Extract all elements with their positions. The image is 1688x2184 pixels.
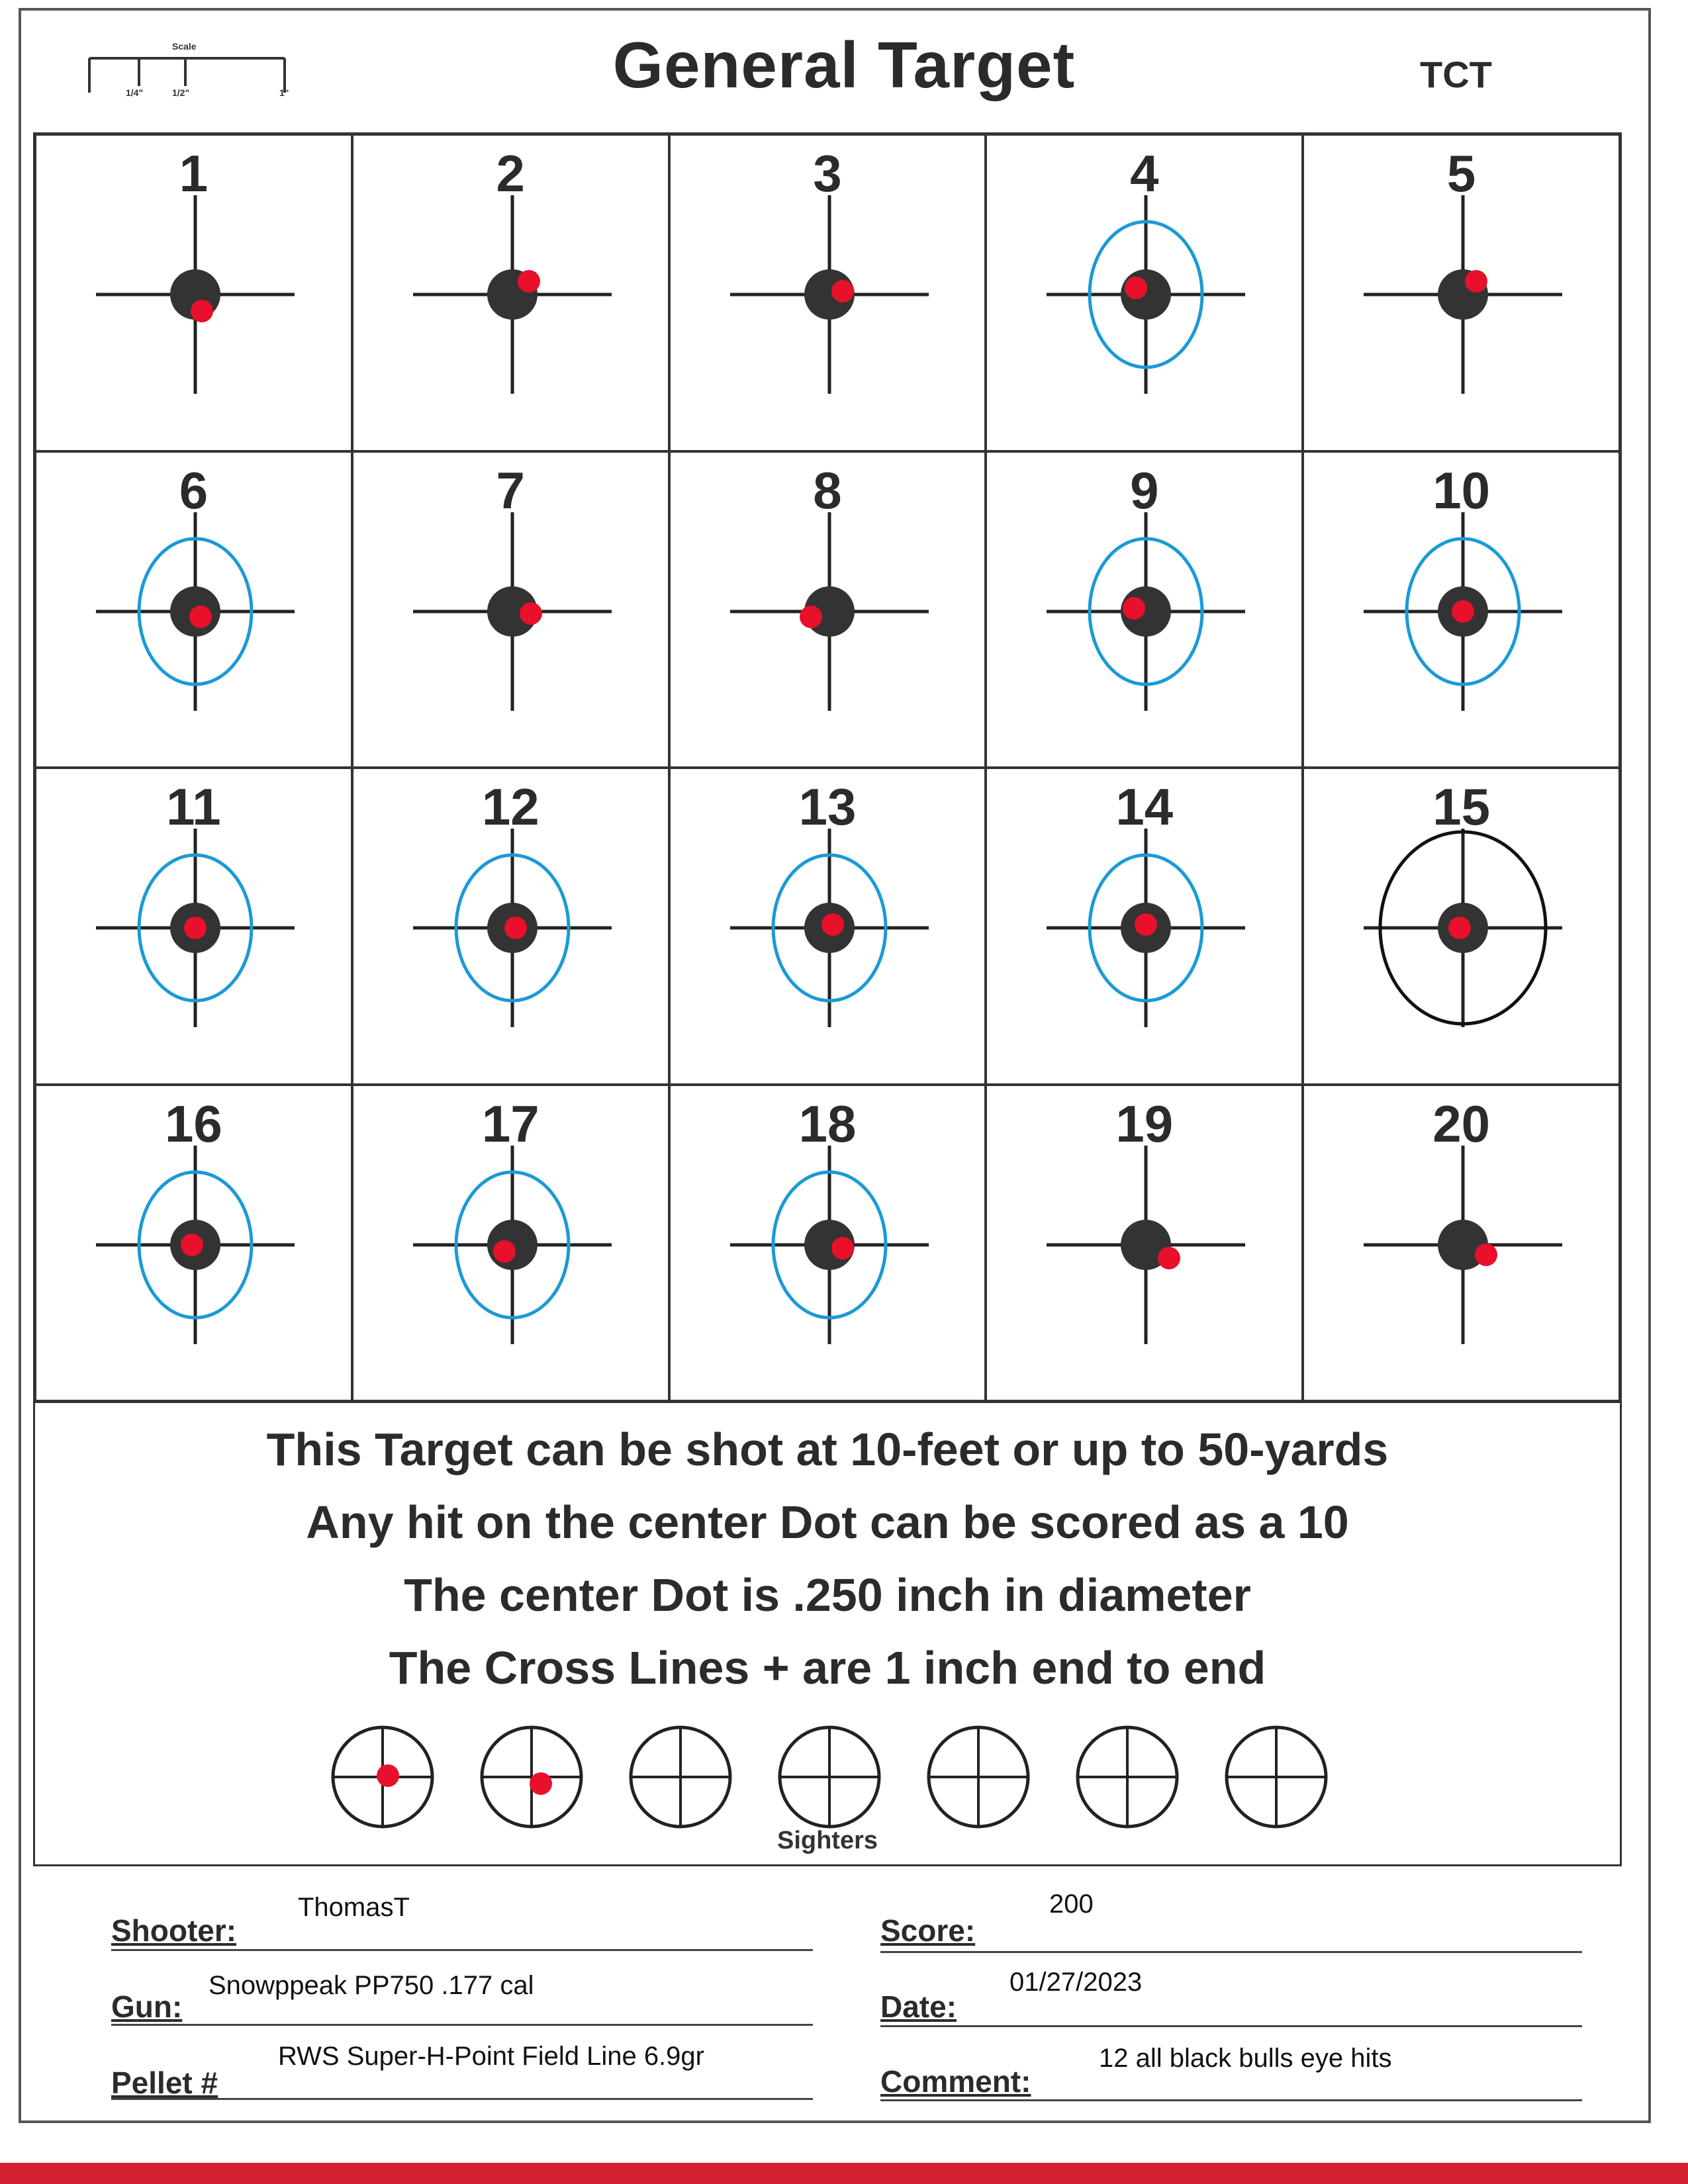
scale-tick-half: 1/2" [172, 87, 190, 98]
score-value[interactable]: 200 [1049, 1889, 1094, 1919]
target-cell-1 [35, 134, 352, 451]
shooter-label: Shooter: [111, 1913, 237, 1948]
target-number: 10 [1432, 461, 1490, 520]
pellet-hit [831, 280, 854, 302]
target-cell-3 [669, 134, 986, 451]
page-title: General Target [612, 28, 1076, 101]
bottom-red-strip [0, 2163, 1688, 2184]
target-number: 16 [165, 1094, 222, 1153]
pellet-hit [1135, 913, 1157, 936]
pellet-hit [1465, 270, 1487, 293]
target-cell-15 [1303, 768, 1620, 1085]
crosshair-target [987, 136, 1305, 453]
target-number: 2 [496, 144, 525, 203]
pellet-label: Pellet # [111, 2066, 218, 2100]
sighter-hit [530, 1772, 552, 1795]
score-label: Score: [880, 1913, 976, 1948]
crosshair-target [36, 136, 354, 453]
score-line [880, 1951, 1582, 1953]
target-number: 3 [813, 144, 842, 203]
info-box [33, 1403, 1622, 1866]
crosshair-target [353, 769, 671, 1087]
target-number: 8 [813, 461, 842, 520]
target-number: 19 [1115, 1094, 1174, 1153]
gun-line [111, 2024, 813, 2026]
crosshair-target [987, 453, 1305, 770]
target-cell-4 [986, 134, 1303, 451]
target-cell-12 [352, 768, 669, 1085]
target-code: TCT [1420, 54, 1492, 95]
crosshair-target [353, 136, 671, 453]
crosshair-target [1304, 769, 1622, 1087]
rule-scoring: Any hit on the center Dot can be scored as a 10 [306, 1496, 1349, 1548]
pellet-value[interactable]: RWS Super-H-Point Field Line 6.9gr [278, 2042, 704, 2071]
date-value[interactable]: 01/27/2023 [1009, 1968, 1143, 1997]
pellet-hit [800, 606, 822, 628]
target-cell-13 [669, 768, 986, 1085]
crosshair-target [353, 453, 671, 770]
target-cell-6 [35, 451, 352, 768]
gun-label: Gun: [111, 1989, 183, 2024]
target-cell-17 [352, 1085, 669, 1402]
pellet-hit [189, 606, 212, 628]
pellet-hit [1125, 277, 1147, 299]
pellet-line [111, 2098, 813, 2100]
pellet-hit [821, 913, 844, 936]
pellet-hit [493, 1240, 516, 1263]
target-cell-14 [986, 768, 1303, 1085]
rule-cross-lines: The Cross Lines + are 1 inch end to end [389, 1642, 1266, 1694]
scale-tick-quarter: 1/4" [126, 87, 144, 98]
target-number: 1 [179, 144, 209, 203]
scale-tick-inch: 1" [279, 87, 289, 98]
target-grid [33, 132, 1622, 1403]
rule-dot-size: The center Dot is .250 inch in diameter [404, 1569, 1251, 1621]
date-label: Date: [880, 1989, 957, 2024]
sighter-target-7 [1227, 1727, 1326, 1827]
sighter-target-2 [482, 1727, 581, 1827]
pellet-hit [518, 270, 540, 293]
crosshair-target [1304, 136, 1622, 453]
target-number: 17 [481, 1094, 539, 1153]
target-number: 7 [496, 461, 525, 520]
target-cell-16 [35, 1085, 352, 1402]
sighter-target-4 [780, 1727, 879, 1827]
target-cell-19 [986, 1085, 1303, 1402]
comment-value[interactable]: 12 all black bulls eye hits [1099, 2044, 1392, 2073]
crosshair-target [987, 1086, 1305, 1404]
shooter-value[interactable]: ThomasT [298, 1893, 410, 1922]
rule-distance: This Target can be shot at 10-feet or up to 50-yards [266, 1424, 1389, 1475]
sighter-hit [377, 1764, 399, 1787]
crosshair-target [987, 769, 1305, 1087]
target-number: 12 [481, 778, 539, 836]
pellet-hit [1475, 1244, 1497, 1266]
crosshair-target [671, 453, 988, 770]
gun-value[interactable]: Snowppeak PP750 .177 cal [209, 1971, 534, 2000]
sighters-row [35, 1721, 1624, 1833]
target-number: 13 [798, 778, 857, 836]
crosshair-target [1304, 1086, 1622, 1404]
crosshair-target [1304, 453, 1622, 770]
target-number: 20 [1432, 1094, 1490, 1153]
crosshair-target [671, 769, 988, 1087]
score-form [33, 1866, 1622, 2118]
target-number: 4 [1130, 144, 1159, 203]
target-cell-11 [35, 768, 352, 1085]
sighter-target-6 [1078, 1727, 1177, 1827]
target-number: 11 [166, 778, 221, 836]
comment-line [880, 2099, 1582, 2101]
crosshair-target [36, 1086, 354, 1404]
target-number: 6 [179, 461, 209, 520]
target-cell-8 [669, 451, 986, 768]
pellet-hit [191, 300, 213, 322]
target-cell-10 [1303, 451, 1620, 768]
crosshair-target [36, 769, 354, 1087]
target-cell-18 [669, 1085, 986, 1402]
sighters-label: Sighters [776, 1827, 878, 1854]
sighter-target-5 [929, 1727, 1028, 1827]
target-cell-7 [352, 451, 669, 768]
crosshair-target [353, 1086, 671, 1404]
pellet-hit [504, 917, 527, 939]
date-line [880, 2025, 1582, 2027]
crosshair-target [36, 453, 354, 770]
target-cell-2 [352, 134, 669, 451]
target-number: 14 [1115, 778, 1174, 836]
sighter-target-1 [333, 1727, 432, 1827]
pellet-hit [520, 602, 542, 625]
target-number: 9 [1130, 461, 1159, 520]
pellet-hit [831, 1237, 854, 1259]
target-number: 18 [798, 1094, 857, 1153]
pellet-hit [184, 917, 207, 939]
target-cell-9 [986, 451, 1303, 768]
pellet-hit [1123, 597, 1145, 619]
shooter-line [111, 1949, 813, 1951]
comment-label: Comment: [880, 2064, 1031, 2099]
crosshair-target [671, 136, 988, 453]
target-number: 15 [1432, 778, 1490, 836]
target-cell-20 [1303, 1085, 1620, 1402]
crosshair-target [671, 1086, 988, 1404]
pellet-hit [1158, 1247, 1180, 1269]
pellet-hit [1448, 917, 1471, 939]
target-number: 5 [1446, 144, 1476, 203]
pellet-hit [181, 1234, 203, 1256]
scale-title: Scale [172, 41, 197, 52]
pellet-hit [1452, 600, 1474, 623]
sighter-target-3 [631, 1727, 730, 1827]
target-cell-5 [1303, 134, 1620, 451]
